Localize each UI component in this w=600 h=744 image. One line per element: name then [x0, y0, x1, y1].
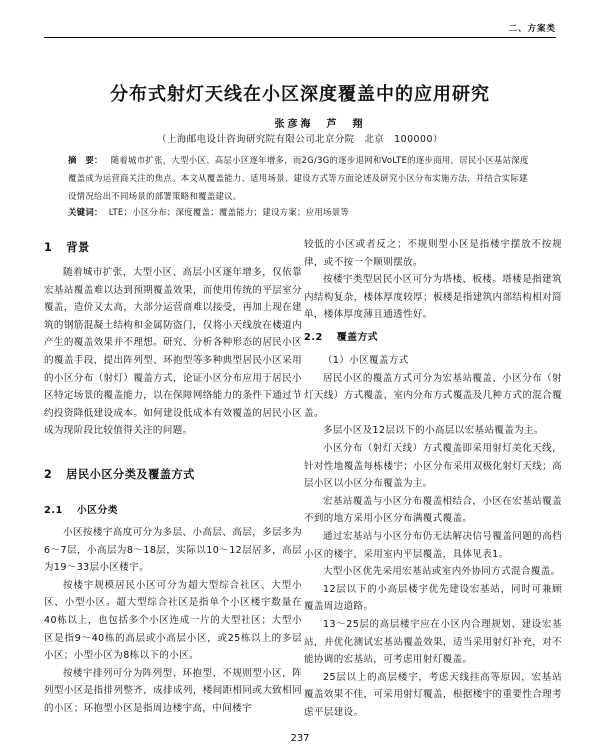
- paragraph: 多层小区及12层以下的小高层以宏基站覆盖为主。: [323, 425, 544, 437]
- subsection-number: 2.2: [304, 332, 323, 343]
- subsection-number: 2.1: [44, 505, 63, 516]
- subsection-2-2-body: [304, 352, 562, 721]
- paragraph: 25层以上的高层楼宇，考虑天线挂高等原因，宏基站覆盖效果不佳，可采用射灯覆盖，根据楼宇的重要性合理考虑平层建设。: [304, 671, 562, 718]
- paragraph: 大型小区优先采用宏基站或室内外协同方式混合覆盖。: [323, 566, 561, 578]
- paragraph: 按楼宇类型居民小区可分为塔楼、板楼。塔楼是指建筑内结构复杂，楼体厚度较厚；板楼是指建筑内部结构相对简单，楼体厚度薄且通透性好。: [304, 274, 562, 321]
- paragraph: 小区按楼宇高度可分为多层、小高层、高层，多层多为6～7层，小高层为8～18层，实际以10～12层居多，高层为19～33层小区楼宇。: [44, 527, 302, 574]
- section-number: 1: [44, 241, 53, 254]
- paragraph: 宏基站覆盖与小区分布覆盖相结合，小区在宏基站覆盖不到的地方采用小区分布满覆式覆盖。: [304, 495, 562, 525]
- running-head: 二、方案类: [508, 24, 556, 34]
- paragraph: 较低的小区或者反之；不规则型小区是指楼宇摆放不按规律，或不按一个顺则摆放。: [304, 239, 562, 268]
- paper-affiliation: （上海邮电设计咨询研究院有限公司北京分院 北京 100000）: [157, 134, 443, 145]
- section-title: 居民小区分类及覆盖方式: [66, 468, 195, 481]
- paper-authors: 张彦海 芦 翔: [274, 119, 366, 130]
- paragraph: 12层以下的小高层楼宇优先建设宏基站，同时可兼顾覆盖周边道路。: [304, 583, 562, 613]
- subsection-title: 小区分类: [76, 505, 119, 516]
- paragraph: 居民小区的覆盖方式可分为宏基站覆盖、小区分布（射灯天线）方式覆盖、室内分布方式覆盖及几种方式的混合覆盖。: [304, 372, 562, 419]
- section-heading-1: [44, 239, 90, 255]
- section-heading-2: [44, 466, 195, 482]
- right-column-intro: [304, 236, 562, 324]
- abstract-text: 随着城市扩张，大型小区、高层小区逐年增多，而2G/3G的逐步退网和VoLTE的逐步商用，居民小区基站深度覆盖成为运营商关注的焦点。本文从覆盖能力、适用场景、建设方式等方面论述及研究小区分布实施方法，并结合实际建设情况给出不同场景的部署策略和覆盖建议。: [68, 155, 529, 201]
- subsection-heading-2-1: [44, 502, 118, 516]
- section-title: 背景: [66, 241, 90, 254]
- section-number: 2: [44, 468, 53, 481]
- paragraph: 13～25层的高层楼宇应在小区内合理规划、建设宏基站，并优化测试宏基站覆盖效果，适当采用射灯补充，对不能协调的宏基站，可考虑用射灯覆盖。: [304, 618, 562, 666]
- subsection-heading-2-2: [304, 329, 378, 343]
- abstract-label: 摘 要：: [68, 155, 103, 165]
- paragraph: 小区分布（射灯天线）方式覆盖即采用射灯美化天线，针对性地覆盖每栋楼宇；小区分布采用双极化射灯天线；高层小区以小区分布覆盖为主。: [304, 442, 562, 490]
- paragraph: 随着城市扩张，大型小区、高层小区逐年增多，仅依靠宏基站覆盖难以达到预期覆盖效果，而使用传统的平层室分覆盖，造价又太高，大部分运营商难以接受，再加上现在建筑的钢筋混凝土结构和金属防盗门，仅将小天线放在楼道内产生的覆盖效果并不理想。研究、分析各种形态的居民小区的覆盖手段，提出阵列型、环抱型等多种典型居民小区采用的小区分布（射灯）覆盖方式，论证小区分布应用于居民小区特定场景的覆盖能力，以在保障网络能力的条件下通过节约投资降低建设成本。如何建设低成本有效覆盖的居民小区成为现阶段比较值得关注的问题。: [44, 267, 302, 437]
- subsection-title: 覆盖方式: [336, 332, 379, 343]
- keywords-label: 关键词：: [68, 207, 103, 217]
- page-number: 237: [290, 733, 310, 744]
- paper-title: 分布式射灯天线在小区深度覆盖中的应用研究: [110, 84, 490, 105]
- subsection-2-1-body: [44, 524, 302, 718]
- paragraph: （1）小区覆盖方式: [323, 355, 409, 366]
- header-rule: [44, 37, 556, 38]
- section-1-body: [44, 264, 302, 440]
- paragraph: 按楼宇规模居民小区可分为超大型综合社区、大型小区、小型小区。超大型综合社区是指单个小区楼宇数量在40栋以上，也包括多个小区连成一片的大型社区；大型小区是指9～40栋的高层或小高层小区，或25栋以上的多层小区；小型小区为8栋以下的小区。: [44, 579, 302, 662]
- abstract: [68, 151, 534, 205]
- paragraph: 按楼宇排列可分为阵列型、环抱型、不规则型小区，阵列型小区是指排列整齐，成排成列，楼间距相同或大致相同的小区；环抱型小区是指周边楼宇高，中间楼宇: [44, 667, 302, 714]
- keywords-text: LTE；小区分布；深度覆盖；覆盖能力；建设方案；应用场景等: [108, 207, 350, 217]
- paragraph: 通过宏基站与小区分布仍无法解决信号覆盖问题的高档小区的楼宇，采用室内平层覆盖，具体见表1。: [304, 530, 562, 560]
- keywords: [68, 205, 534, 220]
